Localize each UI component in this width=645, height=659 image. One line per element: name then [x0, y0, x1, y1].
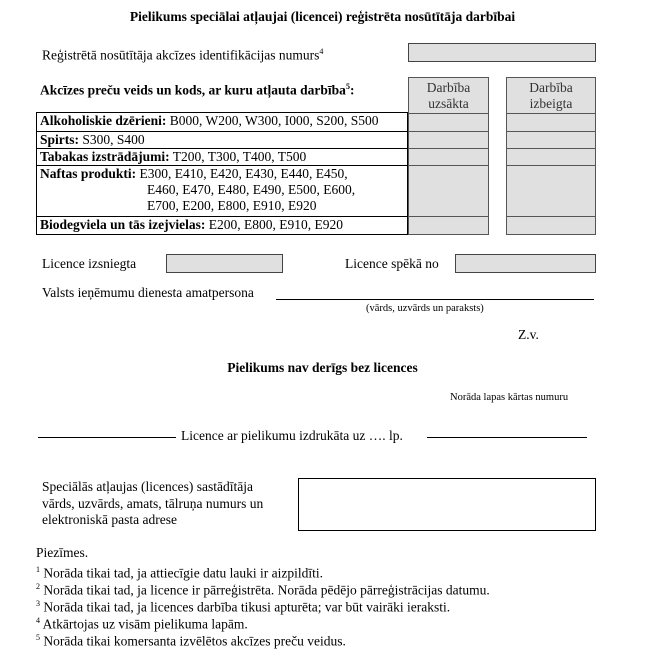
started-cell[interactable]: [408, 131, 489, 148]
row-codes: E700, E200, E800, E910, E920: [147, 198, 317, 213]
signature-line: [276, 299, 594, 300]
validity-note: Pielikums nav derīgs bez licences: [227, 360, 418, 375]
licence-valid-field[interactable]: [455, 254, 596, 273]
started-cell[interactable]: [408, 113, 489, 131]
table-row: [36, 216, 408, 235]
note-item: [36, 630, 346, 650]
footnote-ref: 4: [319, 47, 324, 56]
note-number: 3: [36, 599, 40, 608]
excise-id-label-text: Reģistrētā nosūtītāja akcīzes identifikācijas numurs: [42, 47, 320, 63]
row-codes: B000, W200, W300, I000, S200, S500: [169, 113, 379, 128]
row-category: Naftas produkti:: [40, 166, 137, 181]
page-title: Pielikums speciālai atļaujai (licencei) reģistrēta nosūtītāja darbībai: [129, 9, 516, 24]
notes-title: Piezīmes.: [36, 545, 89, 560]
ended-cell[interactable]: [506, 148, 596, 165]
row-codes: T200, T300, T400, T500: [172, 149, 307, 164]
note-number: 2: [36, 582, 40, 591]
col-started-header: Darbība uzsākta: [408, 77, 489, 113]
row-category: Spirts:: [40, 132, 80, 147]
excise-id-label: [42, 44, 323, 64]
licence-issued-field[interactable]: [166, 254, 283, 273]
ended-cell[interactable]: [506, 113, 596, 131]
licence-valid-label: Licence spēkā no: [345, 256, 439, 271]
note-text: Norāda tikai tad, ja licence ir pārreģistrēta. Norāda pēdējo pārreģistrācijas datumu.: [43, 582, 490, 598]
ended-cell[interactable]: [506, 216, 596, 235]
note-text: Norāda tikai tad, ja attiecīgie datu lauki ir aizpildīti.: [43, 565, 324, 581]
note-number: 4: [36, 616, 40, 625]
note-number: 5: [36, 633, 40, 642]
started-cell[interactable]: [408, 165, 489, 216]
row-category: Biodegviela un tās izejvielas:: [40, 217, 206, 232]
note-text: Norāda tikai komersanta izvēlētos akcīzes preču veidus.: [43, 633, 346, 649]
row-category: Alkoholiskie dzērieni:: [40, 113, 167, 128]
table-header-text: Akcīzes preču veids un kods, ar kuru atļauta darbība: [40, 82, 346, 98]
divider-line: [427, 437, 587, 438]
table-row: [36, 131, 408, 148]
signature-caption: (vārds, uzvārds un paraksts): [366, 303, 484, 314]
compiler-label-line: vārds, uzvārds, amats, tālruņa numurs un: [42, 496, 264, 511]
official-label: Valsts ieņēmumu dienesta amatpersona: [42, 285, 254, 300]
footnote-ref: 5: [345, 82, 350, 91]
printed-on-text: Licence ar pielikumu izdrukāta uz …. lp.: [181, 428, 403, 443]
excise-id-field[interactable]: [408, 43, 596, 62]
table-row: [36, 165, 408, 216]
row-codes: E300, E410, E420, E430, E440, E450,: [139, 166, 348, 181]
note-text: Atkārtojas uz visām pielikuma lapām.: [42, 616, 248, 632]
compiler-label-line: Speciālās atļaujas (licences) sastādītāja: [42, 479, 254, 494]
started-cell[interactable]: [408, 216, 489, 235]
seal-mark: Z.v.: [518, 327, 539, 342]
table-row: [36, 112, 408, 131]
started-cell[interactable]: [408, 148, 489, 165]
ended-cell[interactable]: [506, 165, 596, 216]
note-number: 1: [36, 565, 40, 574]
row-codes: E460, E470, E480, E490, E500, E600,: [147, 182, 356, 197]
table-row: [36, 148, 408, 165]
compiler-field[interactable]: [298, 478, 596, 531]
row-codes: E200, E800, E910, E920: [208, 217, 343, 232]
note-text: Norāda tikai tad, ja licences darbība tikusi apturēta; var būt vairāki ieraksti.: [43, 599, 451, 615]
row-category: Tabakas izstrādājumi:: [40, 149, 170, 164]
compiler-label-line: elektroniskā pasta adrese: [42, 512, 177, 527]
divider-line: [38, 437, 176, 438]
row-codes: S300, S400: [82, 132, 145, 147]
col-ended-header: Darbība izbeigta: [506, 77, 596, 113]
ended-cell[interactable]: [506, 131, 596, 148]
table-header: Akcīzes preču veids un kods, ar kuru atļauta darbība$^5$:: [40, 82, 355, 98]
licence-issued-label: Licence izsniegta: [42, 256, 137, 271]
page-number-note: Norāda lapas kārtas numuru: [450, 392, 569, 403]
